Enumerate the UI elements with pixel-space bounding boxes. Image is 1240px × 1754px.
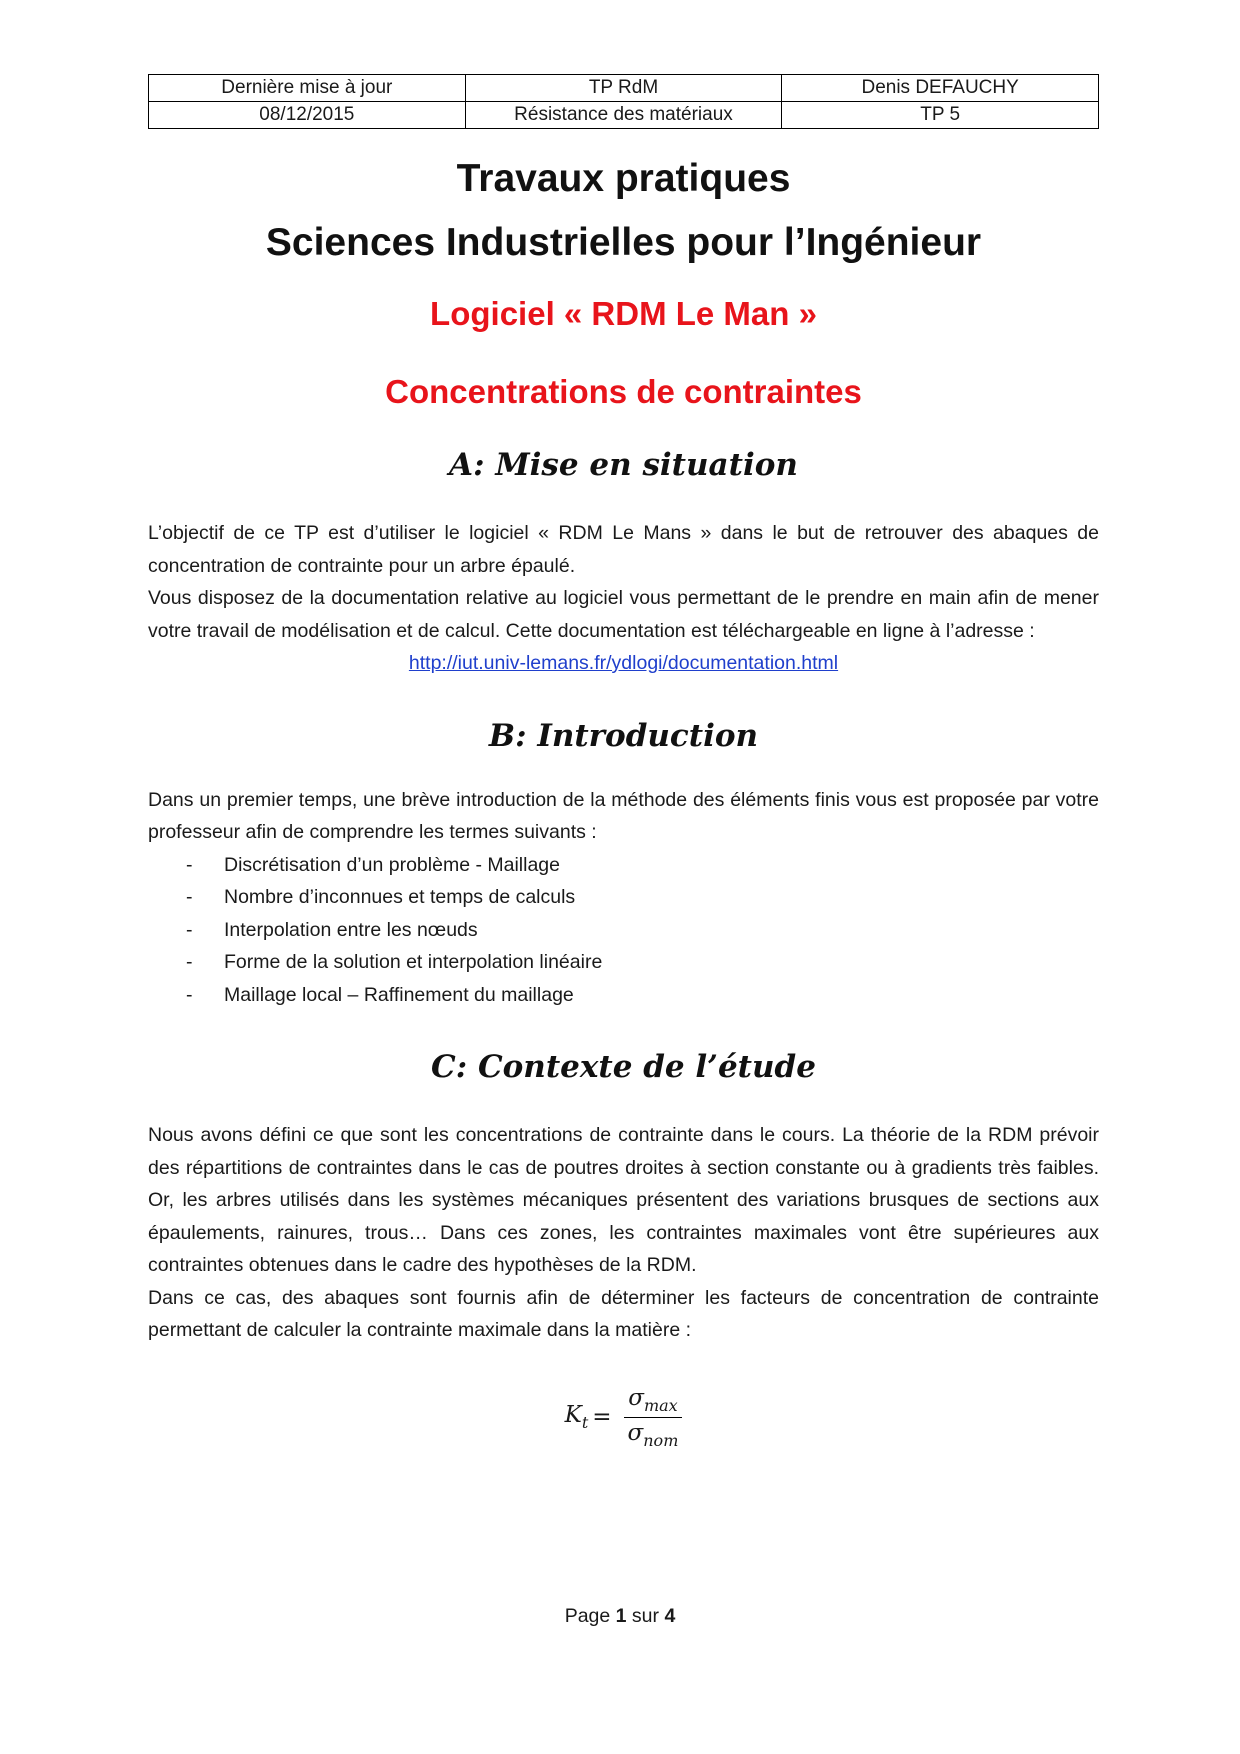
header-cell-subject: Résistance des matériaux: [465, 102, 782, 129]
section-a-paragraph-1: L’objectif de ce TP est d’utiliser le logiciel « RDM Le Mans » dans le but de retrouver des abaques de concentration de contrainte pour un arbre épaulé.: [148, 522, 1099, 577]
section-c-heading: C: Contexte de l’étude: [431, 1049, 816, 1085]
list-item-text: Nombre d’inconnues et temps de calculs: [224, 886, 576, 908]
sigma-max-subscript: max: [643, 1395, 678, 1415]
section-b-paragraph: Dans un premier temps, une brève introduction de la méthode des éléments finis vous est proposée par votre professeur afin de comprendre les termes suivants :: [148, 788, 1099, 843]
documentation-link[interactable]: http://iut.univ-lemans.fr/ydlogi/documentation.html: [408, 652, 839, 674]
header-cell-course: TP RdM: [465, 75, 782, 102]
header-table: [148, 74, 1099, 129]
section-c-paragraph-2: Dans ce cas, des abaques sont fournis afin de déterminer les facteurs de concentration de contrainte permettant de calculer la contrainte maximale dans la matière :: [148, 1286, 1099, 1341]
formula-denominator: [624, 1418, 683, 1450]
section-a-heading: A: Mise en situation: [449, 447, 798, 483]
formula-equals: =: [592, 1404, 612, 1430]
footer-prefix: Page: [564, 1605, 616, 1627]
section-a-paragraph-2: Vous disposez de la documentation relative au logiciel vous permettant de le prendre en main afin de mener votre travail de modélisation et de calcul. Cette documentation est téléchargeable en ligne à l’adresse :: [148, 587, 1099, 642]
topic-subtitle: Concentrations de contraintes: [385, 373, 862, 410]
formula-k: K: [564, 1402, 582, 1428]
list-item: [148, 946, 1099, 979]
list-item-text: Maillage local – Raffinement du maillage: [224, 983, 574, 1006]
dash-bullet: -: [186, 853, 193, 876]
title-line-1: Travaux pratiques: [456, 157, 791, 200]
terms-list: [148, 849, 1099, 1012]
sigma-max: σ: [628, 1384, 644, 1411]
header-row: [149, 75, 1099, 102]
header-cell-update-label: Dernière mise à jour: [149, 75, 466, 102]
software-subtitle: Logiciel « RDM Le Man »: [430, 295, 817, 332]
dash-bullet: -: [186, 886, 193, 908]
footer-current-page: 1: [615, 1605, 627, 1627]
list-item-text: Interpolation entre les nœuds: [224, 918, 478, 941]
dash-bullet: -: [186, 983, 193, 1006]
title-line-2: Sciences Industrielles pour l’Ingénieur: [265, 221, 982, 264]
header-cell-tp-number: TP 5: [782, 102, 1099, 129]
header-cell-author: Denis DEFAUCHY: [782, 75, 1099, 102]
list-item: [148, 914, 1099, 947]
page-footer: [0, 1605, 1240, 1628]
list-item: [148, 849, 1099, 882]
formula-numerator: [624, 1385, 681, 1418]
formula-k-subscript: t: [581, 1413, 589, 1432]
dash-bullet: -: [186, 951, 193, 973]
formula-lhs: [565, 1402, 589, 1432]
list-item: [148, 881, 1099, 914]
header-row: [149, 102, 1099, 129]
list-item-text: Forme de la solution et interpolation linéaire: [224, 951, 603, 973]
sigma-nom-subscript: nom: [643, 1430, 679, 1450]
list-item: [148, 979, 1099, 1012]
footer-total-pages: 4: [664, 1605, 676, 1627]
documentation-link-line: [148, 647, 1099, 680]
sigma-nom: σ: [627, 1419, 644, 1446]
dash-bullet: -: [186, 918, 193, 941]
document-page: [148, 74, 1099, 1450]
header-cell-date: 08/12/2015: [149, 102, 466, 129]
section-c-paragraph-1: Nous avons défini ce que sont les concentrations de contrainte dans le cours. La théorie de la RDM prévoir des répartitions de contraintes dans le cas de poutres droites à section constante ou à gradients très faibles. Or, les arbres utilisés dans les systèmes mécaniques présentent des variations brusques de sections aux épaulements, rainures, trous… Dans ces zones, les contraintes maximales vont être supérieures aux contraintes obtenues dans le cadre des hypothèses de la RDM.: [148, 1124, 1099, 1276]
formula-fraction: [624, 1385, 683, 1450]
footer-middle: sur: [626, 1605, 665, 1627]
list-item-text: Discrétisation d’un problème - Maillage: [224, 853, 560, 876]
section-b-heading: B: Introduction: [488, 717, 759, 754]
stress-concentration-formula: [148, 1385, 1099, 1450]
